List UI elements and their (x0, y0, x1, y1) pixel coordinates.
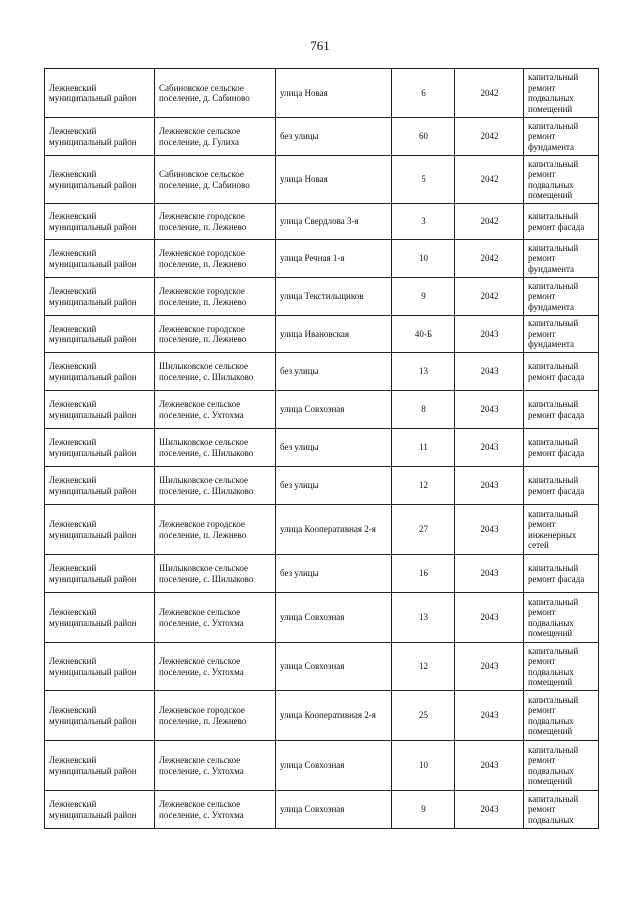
table-row (45, 467, 599, 505)
year-cell: 2042 (455, 278, 524, 316)
house-number-cell: 10 (392, 240, 455, 278)
street-cell: улица Кооперативная 2-я (276, 691, 392, 741)
settlement-cell: Лежневское сельское поселение, с. Ухтохма (155, 391, 276, 429)
house-number-cell: 12 (392, 467, 455, 505)
house-number-cell: 40-Б (392, 316, 455, 353)
work-type-cell: капитальный ремонт подвальных помещений (524, 643, 599, 691)
table-row (45, 278, 599, 316)
house-number-cell: 11 (392, 429, 455, 467)
house-number-cell: 9 (392, 278, 455, 316)
settlement-cell: Шилыковское сельское поселение, с. Шилыково (155, 353, 276, 391)
year-cell: 2043 (455, 429, 524, 467)
settlement-cell: Лежневское сельское поселение, д. Гулиха (155, 118, 276, 156)
street-cell: без улицы (276, 429, 392, 467)
settlement-cell: Шилыковское сельское поселение, с. Шилыково (155, 467, 276, 505)
table-row (45, 555, 599, 593)
work-type-cell: капитальный ремонт подвальных помещений (524, 741, 599, 791)
district-cell: Лежневский муниципальный район (45, 118, 155, 156)
settlement-cell: Шилыковское сельское поселение, с. Шилыково (155, 429, 276, 467)
district-cell: Лежневский муниципальный район (45, 593, 155, 643)
page-number: 761 (310, 38, 330, 53)
table-row (45, 429, 599, 467)
settlement-cell: Сабиновское сельское поселение, д. Сабиново (155, 69, 276, 118)
table-row (45, 156, 599, 204)
district-cell: Лежневский муниципальный район (45, 316, 155, 353)
house-number-cell: 8 (392, 391, 455, 429)
work-type-cell: капитальный ремонт фундамента (524, 118, 599, 156)
settlement-cell: Сабиновское сельское поселение, д. Сабиново (155, 156, 276, 204)
year-cell: 2043 (455, 791, 524, 829)
district-cell: Лежневский муниципальный район (45, 278, 155, 316)
table-row (45, 391, 599, 429)
year-cell: 2042 (455, 204, 524, 240)
street-cell: улица Совхозная (276, 593, 392, 643)
year-cell: 2043 (455, 353, 524, 391)
street-cell: улица Совхозная (276, 643, 392, 691)
street-cell: улица Текстильщиков (276, 278, 392, 316)
settlement-cell: Лежневское сельское поселение, с. Ухтохма (155, 791, 276, 829)
street-cell: без улицы (276, 555, 392, 593)
table-row (45, 643, 599, 691)
street-cell: улица Совхозная (276, 391, 392, 429)
district-cell: Лежневский муниципальный район (45, 240, 155, 278)
year-cell: 2043 (455, 555, 524, 593)
settlement-cell: Лежневское городское поселение, п. Лежнево (155, 505, 276, 555)
street-cell: улица Новая (276, 156, 392, 204)
year-cell: 2043 (455, 741, 524, 791)
district-cell: Лежневский муниципальный район (45, 791, 155, 829)
street-cell: улица Ивановская (276, 316, 392, 353)
house-number-cell: 60 (392, 118, 455, 156)
settlement-cell: Лежневское городское поселение, п. Лежнево (155, 204, 276, 240)
street-cell: без улицы (276, 467, 392, 505)
district-cell: Лежневский муниципальный район (45, 204, 155, 240)
table-row (45, 791, 599, 829)
house-number-cell: 3 (392, 204, 455, 240)
year-cell: 2043 (455, 643, 524, 691)
table-row (45, 69, 599, 118)
table-row (45, 118, 599, 156)
work-type-cell: капитальный ремонт подвальных помещений (524, 69, 599, 118)
year-cell: 2043 (455, 593, 524, 643)
work-type-cell: капитальный ремонт подвальных (524, 791, 599, 829)
district-cell: Лежневский муниципальный район (45, 156, 155, 204)
settlement-cell: Шилыковское сельское поселение, с. Шилыково (155, 555, 276, 593)
settlement-cell: Лежневское городское поселение, п. Лежнево (155, 316, 276, 353)
street-cell: без улицы (276, 353, 392, 391)
work-type-cell: капитальный ремонт фундамента (524, 316, 599, 353)
district-cell: Лежневский муниципальный район (45, 391, 155, 429)
work-type-cell: капитальный ремонт инженерных сетей (524, 505, 599, 555)
work-type-cell: капитальный ремонт подвальных помещений (524, 156, 599, 204)
table-row (45, 204, 599, 240)
house-number-cell: 9 (392, 791, 455, 829)
settlement-cell: Лежневское сельское поселение, с. Ухтохма (155, 741, 276, 791)
district-cell: Лежневский муниципальный район (45, 555, 155, 593)
house-number-cell: 13 (392, 353, 455, 391)
year-cell: 2043 (455, 505, 524, 555)
settlement-cell: Лежневское городское поселение, п. Лежнево (155, 691, 276, 741)
year-cell: 2043 (455, 391, 524, 429)
house-number-cell: 6 (392, 69, 455, 118)
work-type-cell: капитальный ремонт фасада (524, 391, 599, 429)
table-row (45, 593, 599, 643)
settlement-cell: Лежневское сельское поселение, с. Ухтохма (155, 643, 276, 691)
year-cell: 2042 (455, 240, 524, 278)
year-cell: 2042 (455, 69, 524, 118)
table-row (45, 316, 599, 353)
table-row (45, 505, 599, 555)
house-number-cell: 10 (392, 741, 455, 791)
district-cell: Лежневский муниципальный район (45, 467, 155, 505)
table-row (45, 691, 599, 741)
table-row (45, 240, 599, 278)
work-type-cell: капитальный ремонт фундамента (524, 278, 599, 316)
district-cell: Лежневский муниципальный район (45, 691, 155, 741)
street-cell: улица Совхозная (276, 791, 392, 829)
year-cell: 2042 (455, 118, 524, 156)
district-cell: Лежневский муниципальный район (45, 741, 155, 791)
work-type-cell: капитальный ремонт подвальных помещений (524, 593, 599, 643)
year-cell: 2043 (455, 316, 524, 353)
house-number-cell: 12 (392, 643, 455, 691)
street-cell: улица Кооперативная 2-я (276, 505, 392, 555)
house-number-cell: 27 (392, 505, 455, 555)
table-row (45, 741, 599, 791)
table-row (45, 353, 599, 391)
street-cell: улица Свердлова 3-я (276, 204, 392, 240)
work-type-cell: капитальный ремонт фасада (524, 204, 599, 240)
year-cell: 2043 (455, 467, 524, 505)
year-cell: 2043 (455, 691, 524, 741)
street-cell: без улицы (276, 118, 392, 156)
work-type-cell: капитальный ремонт фасада (524, 555, 599, 593)
repair-schedule-table (44, 68, 599, 829)
house-number-cell: 16 (392, 555, 455, 593)
work-type-cell: капитальный ремонт фасада (524, 429, 599, 467)
settlement-cell: Лежневское городское поселение, п. Лежнево (155, 240, 276, 278)
work-type-cell: капитальный ремонт фасада (524, 353, 599, 391)
district-cell: Лежневский муниципальный район (45, 643, 155, 691)
house-number-cell: 5 (392, 156, 455, 204)
street-cell: улица Речная 1-я (276, 240, 392, 278)
street-cell: улица Новая (276, 69, 392, 118)
street-cell: улица Совхозная (276, 741, 392, 791)
work-type-cell: капитальный ремонт подвальных помещений (524, 691, 599, 741)
house-number-cell: 25 (392, 691, 455, 741)
table-body (45, 69, 599, 829)
district-cell: Лежневский муниципальный район (45, 429, 155, 467)
year-cell: 2042 (455, 156, 524, 204)
district-cell: Лежневский муниципальный район (45, 505, 155, 555)
work-type-cell: капитальный ремонт фасада (524, 467, 599, 505)
district-cell: Лежневский муниципальный район (45, 353, 155, 391)
house-number-cell: 13 (392, 593, 455, 643)
work-type-cell: капитальный ремонт фундамента (524, 240, 599, 278)
district-cell: Лежневский муниципальный район (45, 69, 155, 118)
settlement-cell: Лежневское сельское поселение, с. Ухтохма (155, 593, 276, 643)
settlement-cell: Лежневское городское поселение, п. Лежнево (155, 278, 276, 316)
